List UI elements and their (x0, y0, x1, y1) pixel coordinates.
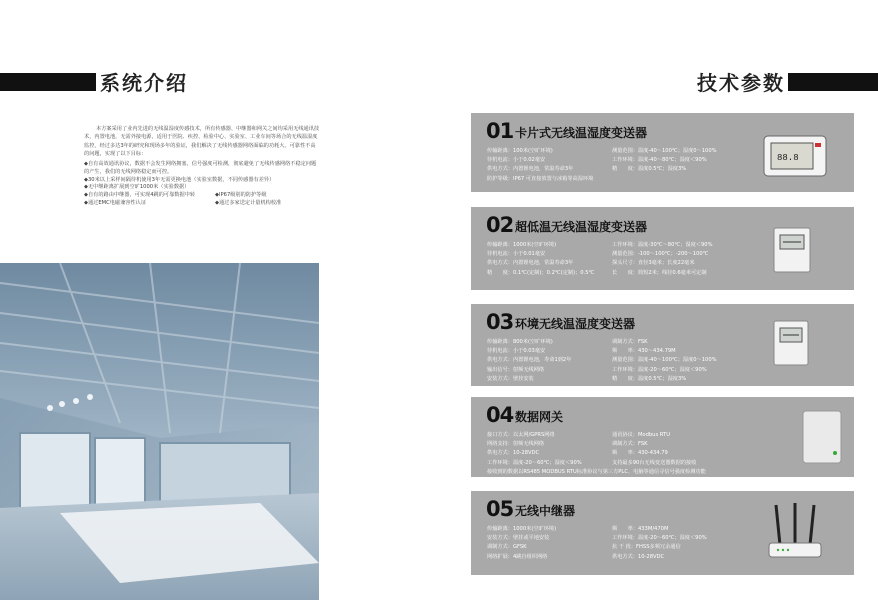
room-photo (0, 263, 319, 600)
feature-item: ◆通过EMC电磁兼容性认证 (84, 199, 147, 206)
product-number: 03 (486, 310, 514, 334)
product-number: 01 (486, 119, 514, 143)
device-image (766, 503, 824, 565)
spec-item: 精 度：温度0.5℃；湿度3% (612, 166, 687, 173)
device-image (763, 135, 827, 177)
spec-item: 待机电流：小于0.01毫安 (487, 251, 546, 258)
spec-list (487, 338, 717, 384)
spec-item: 安装方式：壁挂安装 (487, 375, 534, 382)
spec-item: 供电方式：10-28VDC (612, 553, 665, 560)
spec-row (487, 449, 706, 458)
spec-row (487, 338, 717, 347)
spec-row (487, 347, 717, 356)
spec-item: 支持最多90台无线变送器数据的接收 (612, 459, 697, 466)
feature-item: ◆自有高效通讯协议，数据不会发生网络拥塞，信号强度可检测，彻底避免了无线传感网络不稳定问题的产生，我们的无线网络稳定而可控。 (84, 161, 317, 175)
spec-item: 调制方式：FSK (612, 441, 648, 448)
intro-text: 本方案采用了业内先进的无线温湿度传感技术，所有传感器、中继器和网关之间均采用无线通讯技术，内置电池，无需外接电源，适用于医院、疾控、检验中心、实验室、工业车间等场合的无线温湿度监控，经过多达3年的研究和现场多年的验证，我们解决了无线传感器网络面临的功耗大、可靠性不高的问题，实现了以下目标： (84, 126, 320, 158)
spec-item: 供电方式：内置锂电池，常温寿命3年 (487, 166, 574, 173)
section-title-intro: 系统介绍 (100, 71, 188, 95)
spec-row (487, 250, 713, 259)
spec-item: 传输距离：1000米(空旷环境) (487, 242, 557, 248)
product-name: 超低温无线温湿度变送器 (515, 220, 648, 234)
spec-list (487, 431, 706, 477)
spec-item: 调制方式：GFSK (487, 544, 527, 551)
product-number: 05 (486, 497, 514, 521)
spec-item: 探头尺寸：直径3毫米；长度22毫米 (612, 260, 695, 267)
spec-item: 待机电流：小于0.03毫安 (487, 348, 546, 355)
feature-row (84, 200, 320, 208)
spec-row (487, 269, 713, 278)
header-bar-right (788, 73, 878, 91)
device-image (773, 227, 811, 273)
spec-item: 网络扩展：4跳自组织网络 (487, 553, 548, 560)
spec-row (487, 366, 717, 375)
spec-item: 接口方式：以太网/GPRS网络 (487, 432, 555, 438)
spec-item: 精 度：温度0.5℃；湿度3% (612, 375, 687, 382)
spec-row (487, 468, 706, 477)
spec-row (487, 241, 713, 250)
feature-list (84, 161, 320, 208)
spec-list (487, 241, 713, 278)
product-panel-01 (471, 113, 854, 192)
spec-item: 频 率：433M/470M (612, 526, 669, 532)
spec-list (487, 525, 707, 562)
svg-text:88.8: 88.8 (777, 153, 799, 163)
spec-item: 工作环境：温度-20～60℃；湿度＜90% (487, 459, 582, 466)
spec-item: 输出信号：射频无线网络 (487, 366, 545, 373)
spec-item: 抗 干 扰：FHSS多频冗余通信 (612, 544, 681, 551)
spec-row (487, 356, 717, 365)
spec-item: 接收到的数据以RS485 MODBUS RTU标准协议与第三方PLC、电脑等通信寻信号强度检测功能 (487, 468, 706, 475)
spec-item: 传输距离：800米(空旷环境) (487, 339, 553, 345)
spec-row (487, 175, 717, 184)
spec-row (487, 553, 707, 562)
spec-item: 长 度：简短2米；线径0.6毫米可定制 (612, 269, 707, 276)
spec-item: 测量范围：-100～100℃；-200～100℃ (612, 251, 709, 258)
spec-row (487, 534, 707, 543)
spec-list (487, 147, 717, 184)
spec-item: 供电方式：内置锂电池，寿命1到2年 (487, 357, 572, 364)
spec-row (487, 165, 717, 174)
spec-item: 防护等级：IP67 可直接放置与冰箱等高湿环境 (487, 175, 594, 182)
spec-row (487, 375, 717, 384)
spec-item: 传输距离：100米(空旷环境) (487, 148, 553, 154)
spec-item: 供电方式：10-28VDC (487, 450, 540, 457)
product-panel-02 (471, 207, 854, 290)
spec-item: 频 率：430-434.79 (612, 450, 668, 457)
feature-row (84, 192, 320, 200)
spec-row (487, 431, 706, 440)
spec-item: 通讯协议：Modbus RTU (612, 432, 671, 438)
spec-row (487, 525, 707, 534)
spec-item: 精 度：0.1℃(定制)；0.2℃(定制)；0.5℃ (487, 269, 595, 276)
spec-item: 测量范围：温度-40～100℃；湿度0～100% (612, 357, 717, 364)
product-panel-05 (471, 491, 854, 575)
device-image (801, 409, 843, 465)
section-title-specs: 技术参数 (697, 71, 785, 95)
feature-item: ◆自有的路由中继器，可实现4跳的可靠数据中转 (84, 192, 196, 199)
product-panel-03 (471, 304, 854, 386)
product-panel-04 (471, 397, 854, 477)
feature-item: ◆30米以上采样间隔待机使用3年无需更换电池（实验室数据，不同传感器有差异） (84, 176, 275, 183)
header-bar-left (0, 73, 96, 91)
spec-item: 频 率：430～434.79M (612, 348, 676, 355)
spec-row (487, 259, 713, 268)
product-name: 数据网关 (515, 410, 564, 424)
empty-room-image (0, 263, 319, 600)
spec-row (487, 543, 707, 552)
product-name: 卡片式无线温湿度变送器 (515, 126, 648, 140)
device-image (773, 320, 809, 366)
spec-item: 测量范围：温度-40～100℃；湿度0～100% (612, 148, 717, 154)
spec-row (487, 440, 706, 449)
spec-item: 网络支持：射频无线网络 (487, 441, 545, 448)
product-name: 环境无线温湿度变送器 (515, 317, 636, 331)
product-number: 04 (486, 403, 514, 427)
feature-item: ◆无中继距离扩展到空旷1000米（实验数据） (84, 184, 190, 191)
spec-item: 调制方式：FSK (612, 339, 648, 345)
product-number: 02 (486, 213, 514, 237)
feature-item: ◆IP67级别的防护等级 (215, 192, 267, 199)
spec-item: 安装方式：壁挂或平地安装 (487, 535, 550, 542)
spec-row (487, 156, 717, 165)
spec-item: 传输距离：1000米(空旷环境) (487, 526, 557, 532)
spec-item: 供电方式：内置锂电池，常温寿命3年 (487, 260, 574, 267)
intro-paragraph (84, 125, 320, 159)
spec-item: 工作环境：温度-40～80℃；湿度＜90% (612, 157, 707, 164)
spec-item: 工作环境：温度-20～60℃；湿度＜90% (612, 535, 707, 542)
spec-item: 待机电流：小于0.02毫安 (487, 157, 546, 164)
product-name: 无线中继器 (515, 504, 576, 518)
spec-row (487, 459, 706, 468)
spec-row (487, 147, 717, 156)
feature-item: ◆通过多家送定计量机构校准 (215, 199, 282, 206)
spec-item: 工作环境：温度-30℃～80℃；湿度＜90% (612, 242, 713, 248)
feature-row (84, 161, 320, 177)
spec-item: 工作环境：温度-20～60℃；湿度＜90% (612, 366, 707, 373)
